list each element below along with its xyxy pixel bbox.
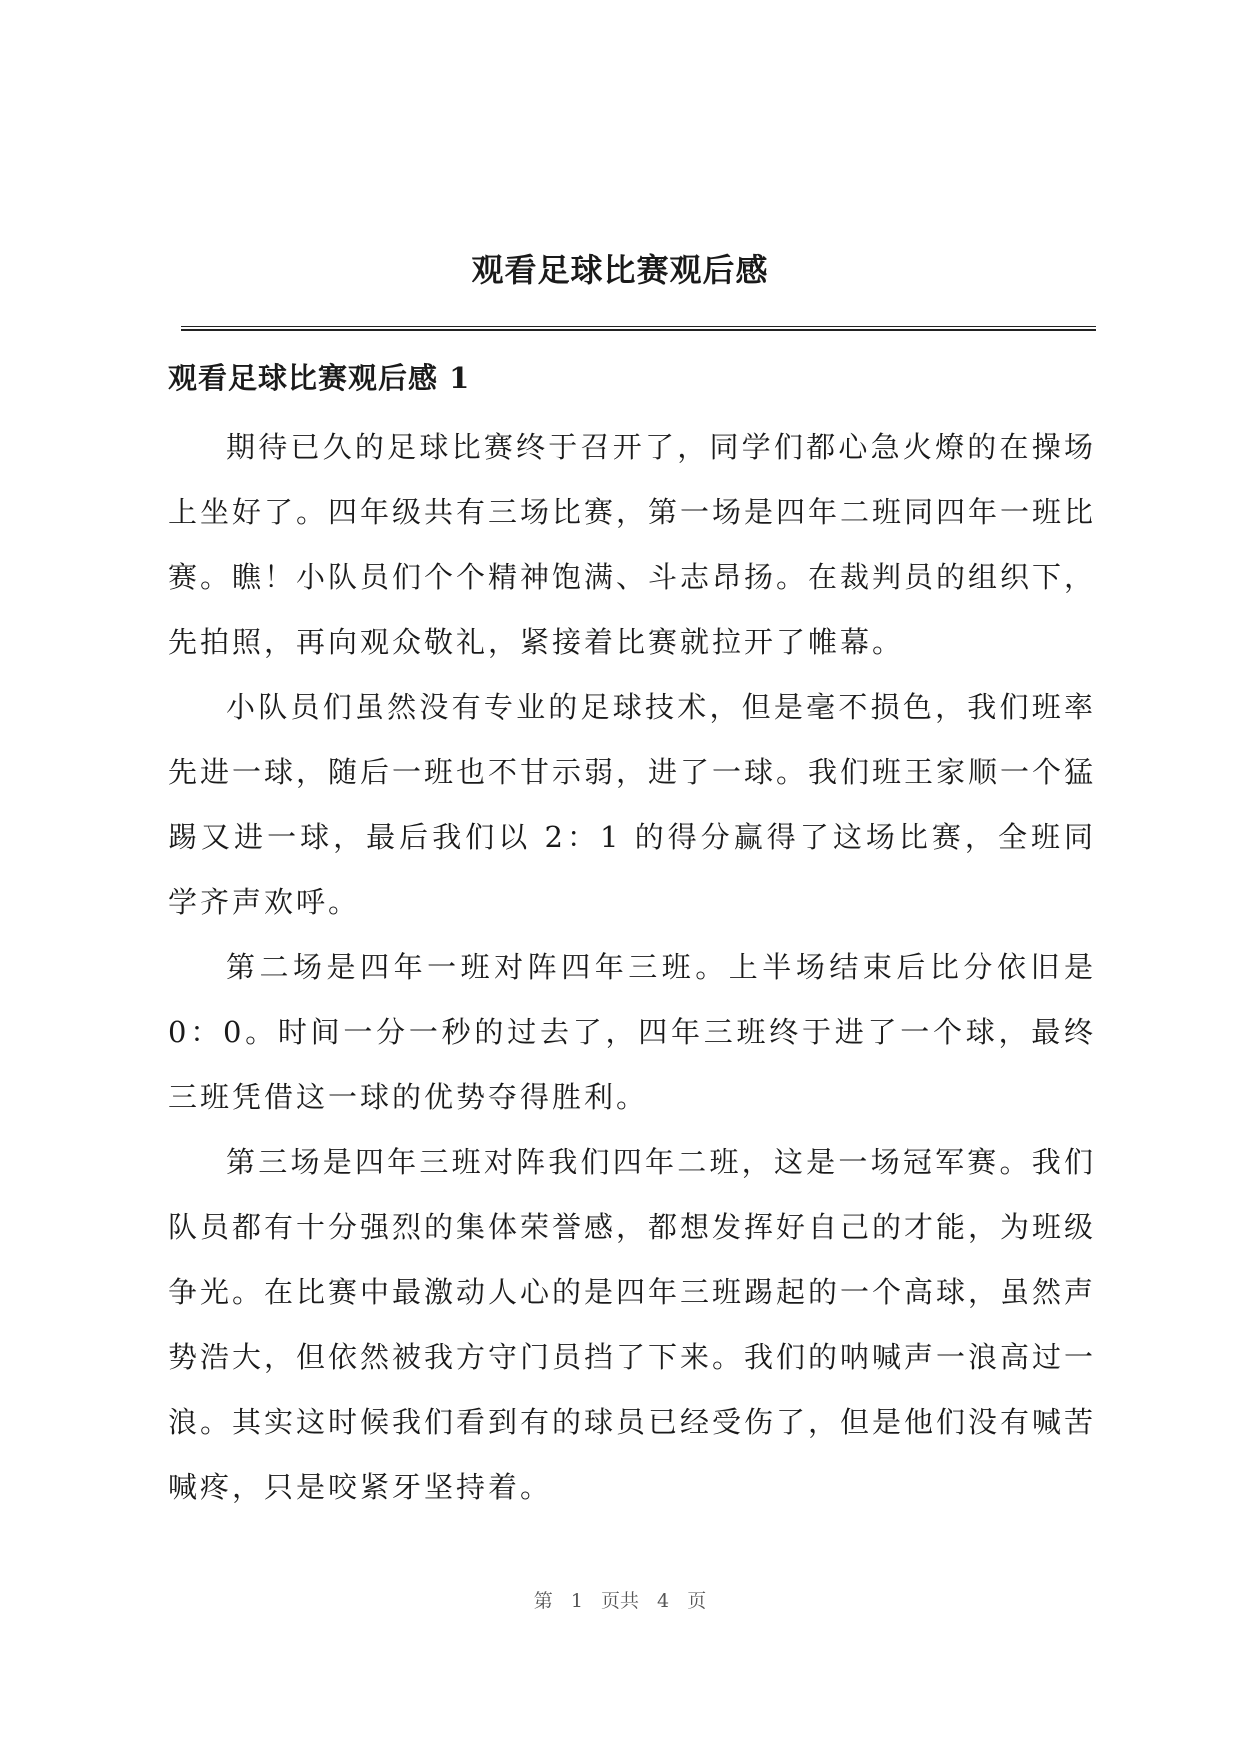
paragraph: 期待已久的足球比赛终于召开了，同学们都心急火燎的在操场上坐好了。四年级共有三场比赛，第一场是四年二班同四年一班比赛。瞧！小队员们个个精神饱满、斗志昂扬。在裁判员的组织下，先拍照，再向观众敬礼，紧接着比赛就拉开了帷幕。 bbox=[168, 430, 1097, 659]
document-title: 观看足球比赛观后感 bbox=[471, 251, 769, 289]
total-page-count: 4 bbox=[657, 1590, 670, 1612]
paragraph: 小队员们虽然没有专业的足球技术，但是毫不损色，我们班率先进一球，随后一班也不甘示弱，进了一球。我们班王家顺一个猛踢又进一球，最后我们以 2：1 的得分赢得了这场比赛，全班同学齐声欢呼。 bbox=[168, 690, 1097, 919]
body-text bbox=[168, 415, 1096, 1520]
page-footer bbox=[0, 1588, 1240, 1614]
footer-middle: 页共 bbox=[600, 1590, 639, 1612]
current-page-number: 1 bbox=[570, 1590, 583, 1612]
paragraph: 第三场是四年三班对阵我们四年二班，这是一场冠军赛。我们队员都有十分强烈的集体荣誉感，都想发挥好自己的才能，为班级争光。在比赛中最激动人心的是四年三班踢起的一个高球，虽然声势浩大，但依然被我方守门员挡了下来。我们的呐喊声一浪高过一浪。其实这时候我们看到有的球员已经受伤了，但是他们没有喊苦喊疼，只是咬紧牙坚持着。 bbox=[168, 1145, 1097, 1504]
footer-suffix: 页 bbox=[687, 1590, 707, 1612]
title-divider bbox=[181, 326, 1096, 331]
paragraph: 第二场是四年一班对阵四年三班。上半场结束后比分依旧是 0：0。时间一分一秒的过去了，四年三班终于进了一个球，最终三班凭借这一球的优势夺得胜利。 bbox=[168, 950, 1096, 1114]
footer-prefix: 第 bbox=[533, 1590, 553, 1612]
section-heading: 观看足球比赛观后感 1 bbox=[168, 361, 471, 395]
